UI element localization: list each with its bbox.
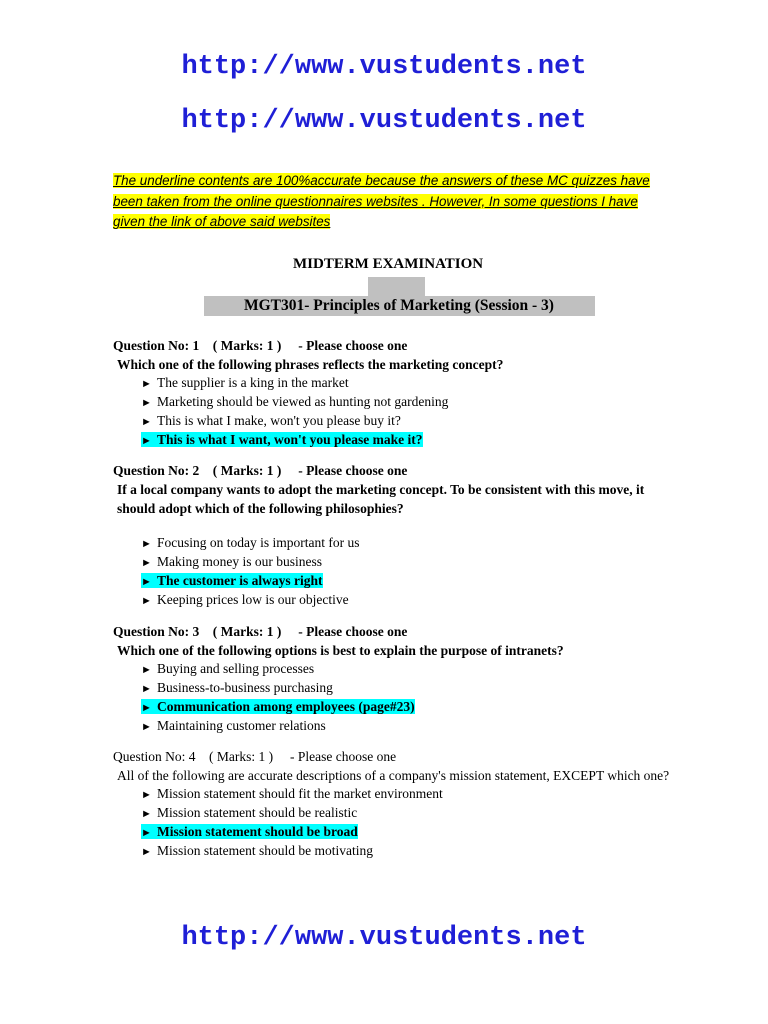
arrow-bullet-icon: ► <box>141 789 152 801</box>
question-4-option-2: ► Mission statement should be realistic <box>113 804 673 823</box>
question-2-option-1: ► Focusing on today is important for us <box>113 534 673 553</box>
question-1 <box>113 337 673 450</box>
arrow-bullet-icon: ► <box>141 827 152 839</box>
arrow-bullet-icon: ► <box>141 557 152 569</box>
course-title-text: MGT301- Principles of Marketing (Session - 3) <box>244 297 554 314</box>
question-1-option-1: ► The supplier is a king in the market <box>113 374 673 393</box>
question-2-option-4: ► Keeping prices low is our objective <box>113 591 673 610</box>
question-2-option-2: ► Making money is our business <box>113 553 673 572</box>
arrow-bullet-icon: ► <box>141 683 152 695</box>
question-4-option-4: ► Mission statement should be motivating <box>113 842 673 861</box>
arrow-bullet-icon: ► <box>141 702 152 714</box>
arrow-bullet-icon: ► <box>141 846 152 858</box>
title-band-block <box>368 277 425 296</box>
arrow-bullet-icon: ► <box>141 435 152 447</box>
arrow-bullet-icon: ► <box>141 664 152 676</box>
question-3-option-3-correct: ► Communication among employees (page#23) <box>113 698 673 717</box>
arrow-bullet-icon: ► <box>141 397 152 409</box>
question-3-header: Question No: 3 ( Marks: 1 ) - Please choose one <box>113 624 408 639</box>
question-3-option-4: ► Maintaining customer relations <box>113 717 673 736</box>
question-4 <box>113 748 673 861</box>
question-2-header: Question No: 2 ( Marks: 1 ) - Please choose one <box>113 463 408 478</box>
arrow-bullet-icon: ► <box>141 808 152 820</box>
question-4-header: Question No: 4 ( Marks: 1 ) - Please choose one <box>113 749 397 764</box>
question-4-options <box>113 785 673 861</box>
arrow-bullet-icon: ► <box>141 416 152 428</box>
question-3-text: Which one of the following options is best to explain the purpose of intranets? <box>117 643 564 658</box>
question-1-option-4-correct: ► This is what I want, won't you please make it? <box>113 431 673 450</box>
exam-title: MIDTERM EXAMINATION <box>293 256 484 272</box>
question-4-option-1: ► Mission statement should fit the market environment <box>113 785 673 804</box>
question-1-option-3: ► This is what I make, won't you please buy it? <box>113 412 673 431</box>
website-link-top-2[interactable]: http://www.vustudents.net <box>181 106 587 136</box>
question-2 <box>113 462 673 610</box>
website-link-bottom[interactable]: http://www.vustudents.net <box>181 923 587 953</box>
question-2-text: If a local company wants to adopt the marketing concept. To be consistent with this move, it should adopt which of the following philosophies? <box>117 482 645 516</box>
question-4-text: All of the following are accurate descriptions of a company's mission statement, EXCEPT which one? <box>117 768 670 783</box>
arrow-bullet-icon: ► <box>141 721 152 733</box>
arrow-bullet-icon: ► <box>141 538 152 550</box>
question-4-option-3-correct: ► Mission statement should be broad <box>113 823 673 842</box>
question-3-options <box>113 660 673 736</box>
accuracy-notice-text: The underline contents are 100%accurate because the answers of these MC quizzes have been taken from the online questionnaires websites . However, In some questions I have given the link of above said websites <box>113 173 650 229</box>
question-3-option-1: ► Buying and selling processes <box>113 660 673 679</box>
question-1-option-2: ► Marketing should be viewed as hunting not gardening <box>113 393 673 412</box>
course-title <box>204 296 595 316</box>
accuracy-notice <box>113 171 658 233</box>
question-2-options <box>113 534 673 610</box>
question-3-option-2: ► Business-to-business purchasing <box>113 679 673 698</box>
question-3 <box>113 623 673 736</box>
arrow-bullet-icon: ► <box>141 378 152 390</box>
question-2-option-3-correct: ► The customer is always right <box>113 572 673 591</box>
question-1-header: Question No: 1 ( Marks: 1 ) - Please choose one <box>113 338 408 353</box>
website-link-top-1[interactable]: http://www.vustudents.net <box>181 52 587 82</box>
question-1-text: Which one of the following phrases reflects the marketing concept? <box>117 357 504 372</box>
arrow-bullet-icon: ► <box>141 576 152 588</box>
question-1-options <box>113 374 673 450</box>
arrow-bullet-icon: ► <box>141 595 152 607</box>
